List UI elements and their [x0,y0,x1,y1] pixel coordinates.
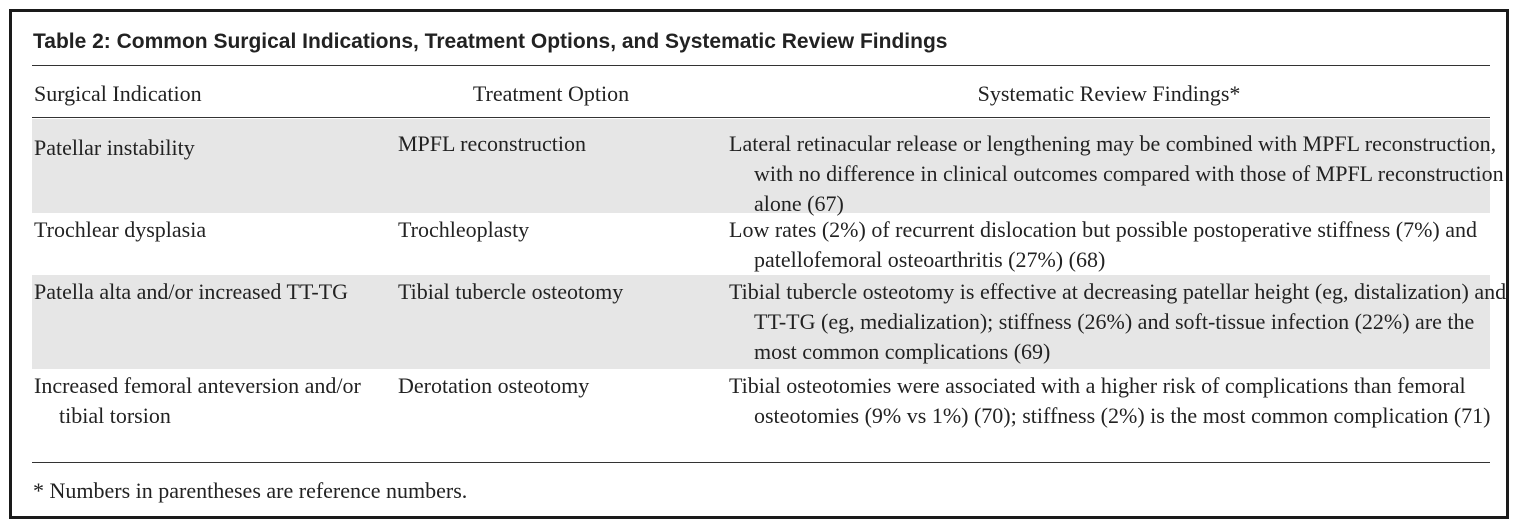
table-frame [9,9,1509,519]
header-rule [32,117,1490,118]
header-surgical-indication: Surgical Indication [34,81,202,106]
cell-indication: Patella alta and/or increased TT-TG [34,279,348,304]
table-row [32,119,1504,216]
bottom-rule [32,462,1490,463]
table-row [32,275,1507,369]
table-row [32,213,1490,275]
cell-indication: Trochlear dysplasia [34,217,207,242]
cell-findings: Lateral retinacular release or lengthening may be combined with MPFL reconstruction, with no difference in clinical outcomes compared with those of MPFL reconstruction alone (67) [729,131,1504,216]
cell-findings: Low rates (2%) of recurrent dislocation but possible postoperative stiffness (7%) and patellofemoral osteoarthritis (27%) (68) [729,217,1477,272]
cell-treatment: Trochleoplasty [398,217,530,242]
header-review-findings: Systematic Review Findings* [977,81,1241,106]
cell-treatment: MPFL reconstruction [398,131,586,156]
cell-treatment: Derotation osteotomy [398,373,590,398]
cell-treatment: Tibial tubercle osteotomy [398,279,624,304]
cell-indication: Patellar instability [34,135,195,160]
cell-findings: Tibial osteotomies were associated with a higher risk of complications than femoral osteotomies (9% vs 1%) (70); stiffness (2%) is the most common complication (71) [729,373,1491,428]
table-row [32,369,1490,462]
title-rule [32,65,1490,66]
table-footnote: * Numbers in parentheses are reference numbers. [33,478,468,503]
header-treatment-option: Treatment Option [472,81,630,106]
cell-findings: Tibial tubercle osteotomy is effective at decreasing patellar height (eg, distalization) and TT-TG (eg, medialization); stiffness (26%) and soft-tissue infection (22%) are the most common complications (69) [729,279,1507,364]
cell-indication: Increased femoral anteversion and/or tibial torsion [34,373,361,428]
table-title: Table 2: Common Surgical Indications, Treatment Options, and Systematic Review Findings [33,30,948,53]
